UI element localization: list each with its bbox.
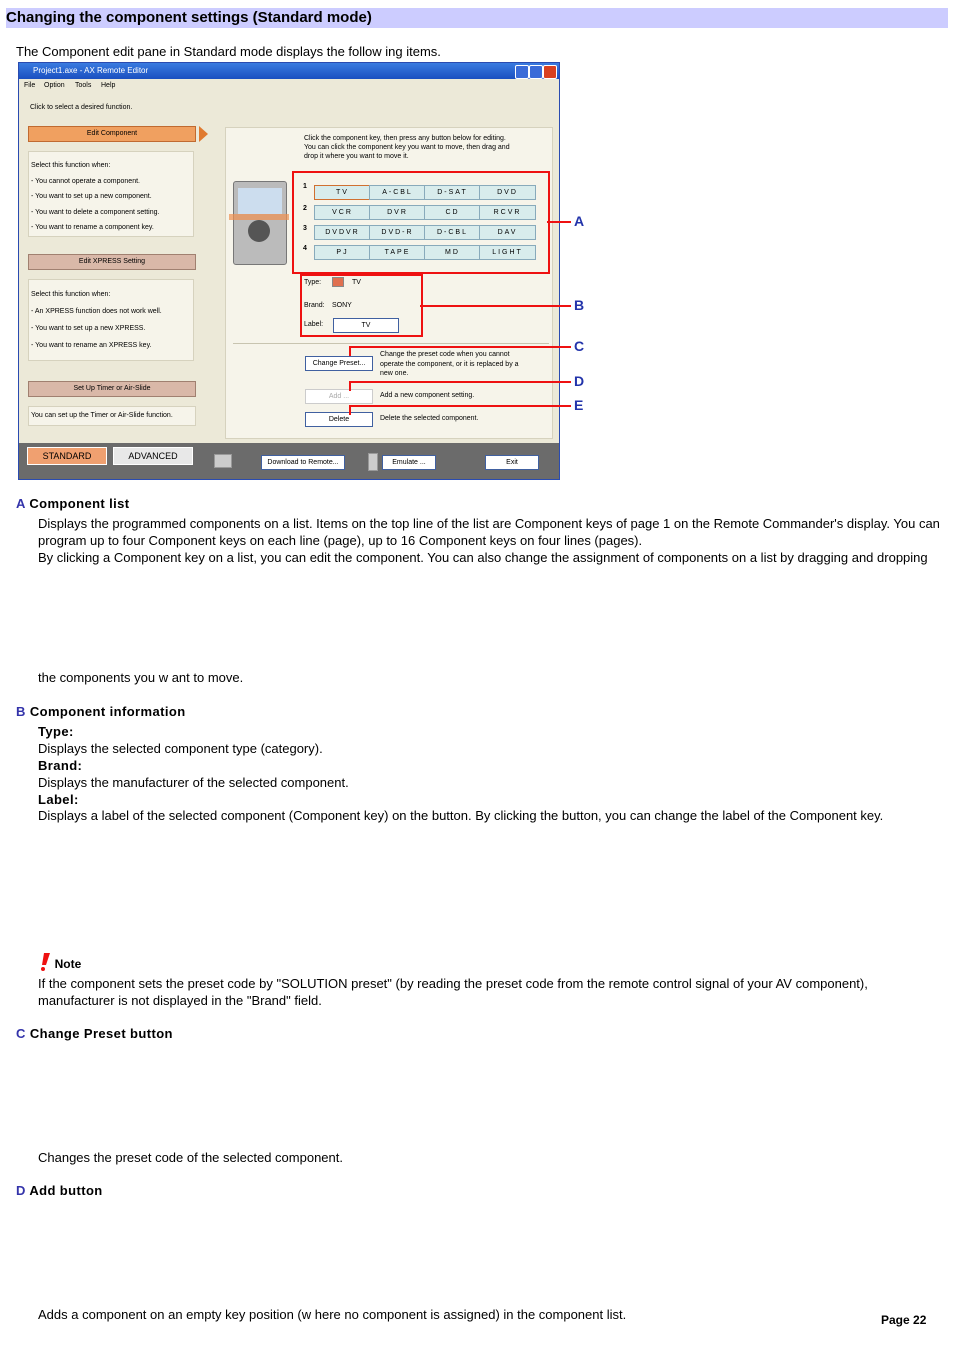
brand-label: Brand: xyxy=(304,302,325,309)
download-to-remote-button[interactable]: Download to Remote... xyxy=(261,455,345,470)
section-letter: B xyxy=(16,704,26,719)
menu-help[interactable]: Help xyxy=(101,82,116,89)
remote-highlight xyxy=(229,214,289,220)
desc-line: - An XPRESS function does not work well. xyxy=(31,308,162,315)
component-key[interactable]: PJ xyxy=(314,245,371,260)
row-number: 2 xyxy=(303,205,307,212)
callout-line-d-v xyxy=(349,381,351,391)
timer-desc: You can set up the Timer or Air-Slide function. xyxy=(28,406,196,426)
section-title: Change Preset button xyxy=(29,1026,173,1041)
set-up-timer-button[interactable]: Set Up Timer or Air-Slide xyxy=(28,381,196,397)
section-c-text: Changes the preset code of the selected component. xyxy=(38,1150,343,1165)
note-title: Note xyxy=(54,957,82,971)
app-screenshot xyxy=(18,62,560,480)
menu-tools[interactable]: Tools xyxy=(75,82,92,89)
desc-line: - You cannot operate a component. xyxy=(31,177,140,185)
instruction-line: drop it where you want to move it. xyxy=(304,153,409,160)
component-key[interactable]: CD xyxy=(424,205,481,220)
brand-heading: Brand: xyxy=(38,758,83,773)
callout-c: C xyxy=(574,338,585,354)
close-icon[interactable] xyxy=(543,65,557,79)
prompt-text: Click to select a desired function. xyxy=(30,104,133,111)
desc-line: Change the preset code when you cannot xyxy=(380,351,510,358)
exclamation-icon xyxy=(39,953,51,971)
section-a-p2: By clicking a Component key on a list, you can edit the component. You can also change the assignment of components on a list by dragging and dropping xyxy=(38,550,928,565)
section-title: Component information xyxy=(29,704,186,719)
instructions xyxy=(304,134,510,161)
section-letter: D xyxy=(16,1183,26,1198)
desc-line: Select this function when: xyxy=(31,291,111,298)
remote-image xyxy=(233,181,287,265)
section-d-text: Adds a component on an empty key position (w here no component is assigned) in the component list. xyxy=(38,1307,627,1322)
component-key[interactable]: VCR xyxy=(314,205,371,220)
brand-value: SONY xyxy=(332,302,352,309)
callout-line-d xyxy=(349,381,571,383)
edit-xpress-button[interactable]: Edit XPRESS Setting xyxy=(28,254,196,270)
label-heading: Label: xyxy=(38,792,79,807)
section-a-p3: the components you w ant to move. xyxy=(38,670,244,685)
window-titlebar xyxy=(19,63,559,79)
section-letter: C xyxy=(16,1026,26,1041)
row-number: 4 xyxy=(303,245,307,252)
callout-line-e xyxy=(349,405,571,407)
row-number: 3 xyxy=(303,225,307,232)
section-a-p1: Displays the programmed components on a list. Items on the top line of the list are Component keys of page 1 on the Remote Commander's display. You can program up to four Component keys on each line (page), up to 16 Component keys on four lines (pages). xyxy=(38,516,940,548)
edit-component-desc xyxy=(28,151,194,237)
callout-line-b xyxy=(420,305,571,307)
tab-advanced[interactable]: ADVANCED xyxy=(113,447,193,465)
section-a-heading xyxy=(16,496,130,511)
callout-line-c xyxy=(349,346,571,348)
arrow-right-icon xyxy=(199,126,208,142)
delete-desc: Delete the selected component. xyxy=(380,415,479,422)
instruction-line: Click the component key, then press any button below for editing. xyxy=(304,135,506,142)
row-number: 1 xyxy=(303,183,307,190)
desc-line: - You want to rename a component key. xyxy=(31,224,154,231)
desc-line: Select this function when: xyxy=(31,162,111,169)
window-title: Project1.axe - AX Remote Editor xyxy=(33,66,149,75)
page-title: Changing the component settings (Standard mode) xyxy=(6,9,372,26)
component-key[interactable]: TAPE xyxy=(369,245,426,260)
component-key[interactable]: DVDVR xyxy=(314,225,371,240)
emulate-icon xyxy=(368,453,378,471)
type-value: TV xyxy=(352,279,361,286)
desc-line: operate the component, or it is replaced by a xyxy=(380,360,519,368)
instruction-line: You can click the component key you want to move, then drag and xyxy=(304,144,510,151)
component-key[interactable]: D-SAT xyxy=(424,185,481,200)
label-label: Label: xyxy=(304,321,324,328)
desc-line: - You want to delete a component setting. xyxy=(31,208,160,216)
minimize-icon[interactable] xyxy=(515,65,529,79)
callout-line-a xyxy=(547,221,571,223)
label-button[interactable]: TV xyxy=(333,318,399,333)
component-key[interactable]: DAV xyxy=(479,225,536,240)
callout-d: D xyxy=(574,373,585,389)
component-key[interactable]: RCVR xyxy=(479,205,536,220)
callout-e: E xyxy=(574,397,584,413)
component-key[interactable]: DVD xyxy=(479,185,536,200)
edit-xpress-desc xyxy=(28,279,194,361)
delete-button[interactable]: Delete xyxy=(305,412,373,427)
tab-standard[interactable]: STANDARD xyxy=(27,447,107,465)
component-key[interactable]: LIGHT xyxy=(479,245,536,260)
remote-transfer-icon xyxy=(214,454,232,468)
change-preset-desc xyxy=(380,350,519,379)
component-key[interactable]: DVR xyxy=(369,205,426,220)
desc-line: new one. xyxy=(380,370,409,377)
callout-a: A xyxy=(574,213,585,229)
type-heading: Type: xyxy=(38,724,74,739)
type-label: Type: xyxy=(304,279,322,286)
divider xyxy=(233,343,549,344)
section-b-heading xyxy=(16,704,186,719)
component-key[interactable]: D-CBL xyxy=(424,225,481,240)
label-text: Displays a label of the selected component (Component key) on the button. By clicking the button, you can change the label of the Component key. xyxy=(38,808,884,823)
type-text: Displays the selected component type (category). xyxy=(38,741,323,756)
component-key[interactable]: A-CBL xyxy=(369,185,426,200)
change-preset-button[interactable]: Change Preset... xyxy=(305,356,373,371)
note-text: If the component sets the preset code by "SOLUTION preset" (by reading the preset code from the remote control signal of your AV component), manufacturer is not displayed in the "Brand" field. xyxy=(38,976,868,1008)
remote-display xyxy=(238,188,282,214)
desc-line: - You want to set up a new component. xyxy=(31,193,152,200)
add-button[interactable]: Add ... xyxy=(305,389,373,404)
page-number: Page 22 xyxy=(881,1313,927,1327)
callout-line-e-v xyxy=(349,405,351,415)
remote-dpad xyxy=(248,220,270,242)
intro-text: The Component edit pane in Standard mode displays the follow ing items. xyxy=(16,44,441,59)
component-key[interactable]: DVD-R xyxy=(369,225,426,240)
callout-box-b xyxy=(300,274,423,337)
desc-line: - You want to rename an XPRESS key. xyxy=(31,342,152,349)
section-c-heading xyxy=(16,1026,173,1041)
edit-component-button[interactable]: Edit Component xyxy=(28,126,196,142)
desc-line: - You want to set up a new XPRESS. xyxy=(31,325,146,332)
menu-file[interactable]: File xyxy=(24,82,36,89)
exit-button[interactable]: Exit xyxy=(485,455,539,470)
add-desc: Add a new component setting. xyxy=(380,392,475,399)
callout-box-a xyxy=(292,171,550,274)
page-header-bar xyxy=(6,8,948,28)
callout-b: B xyxy=(574,297,585,313)
menu-bar xyxy=(19,79,559,93)
callout-line-c-v xyxy=(349,346,351,356)
note-heading xyxy=(39,953,81,971)
brand-text: Displays the manufacturer of the selected component. xyxy=(38,775,349,790)
section-title: Component list xyxy=(29,496,130,511)
maximize-icon[interactable] xyxy=(529,65,543,79)
component-key[interactable]: MD xyxy=(424,245,481,260)
component-key[interactable]: TV xyxy=(314,185,371,200)
section-letter: A xyxy=(16,496,26,511)
emulate-button[interactable]: Emulate ... xyxy=(382,455,436,470)
section-title: Add button xyxy=(29,1183,103,1198)
bottom-bar xyxy=(19,443,559,479)
section-d-heading xyxy=(16,1183,103,1198)
menu-option[interactable]: Option xyxy=(44,82,65,89)
